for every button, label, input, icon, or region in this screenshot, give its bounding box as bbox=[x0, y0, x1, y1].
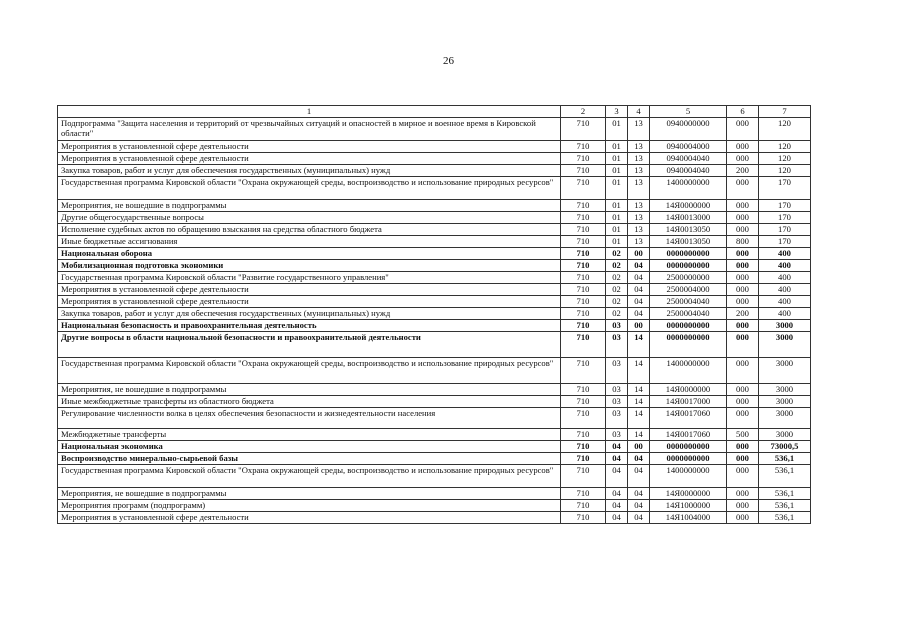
table-row bbox=[58, 358, 811, 384]
row-name-cell: Мероприятия, не вошедшие в подпрограммы bbox=[58, 488, 561, 500]
row-name-cell: Подпрограмма "Защита населения и территорий от чрезвычайных ситуаций и опасностей в мирное и военное время в Кировской области" bbox=[58, 118, 561, 141]
row-ministry-code-cell: 710 bbox=[561, 332, 606, 358]
row-ministry-code-cell: 710 bbox=[561, 236, 606, 248]
row-subsection-code-cell: 04 bbox=[628, 488, 650, 500]
row-expense-type-cell: 000 bbox=[727, 153, 759, 165]
table-row bbox=[58, 212, 811, 224]
row-section-code-cell: 03 bbox=[606, 320, 628, 332]
row-ministry-code-cell: 710 bbox=[561, 384, 606, 396]
row-amount-cell: 400 bbox=[759, 296, 811, 308]
table-row bbox=[58, 465, 811, 488]
table-row bbox=[58, 408, 811, 429]
row-section-code-cell: 01 bbox=[606, 200, 628, 212]
row-expense-type-cell: 000 bbox=[727, 248, 759, 260]
row-name-cell: Регулирование численности волка в целях обеспечения безопасности и жизнедеятельности населения bbox=[58, 408, 561, 429]
row-subsection-code-cell: 13 bbox=[628, 141, 650, 153]
row-target-article-cell: 0940000000 bbox=[650, 118, 727, 141]
header-cell: 4 bbox=[628, 106, 650, 118]
row-name-cell: Закупка товаров, работ и услуг для обеспечения государственных (муниципальных) нужд bbox=[58, 308, 561, 320]
row-section-code-cell: 03 bbox=[606, 408, 628, 429]
table-row bbox=[58, 236, 811, 248]
table-row bbox=[58, 200, 811, 212]
row-section-code-cell: 02 bbox=[606, 272, 628, 284]
row-target-article-cell: 14Я0000000 bbox=[650, 200, 727, 212]
row-section-code-cell: 01 bbox=[606, 141, 628, 153]
row-amount-cell: 3000 bbox=[759, 396, 811, 408]
row-ministry-code-cell: 710 bbox=[561, 153, 606, 165]
header-cell: 2 bbox=[561, 106, 606, 118]
row-ministry-code-cell: 710 bbox=[561, 177, 606, 200]
row-ministry-code-cell: 710 bbox=[561, 272, 606, 284]
row-name-cell: Мероприятия в установленной сфере деятельности bbox=[58, 296, 561, 308]
row-ministry-code-cell: 710 bbox=[561, 248, 606, 260]
row-name-cell: Мероприятия в установленной сфере деятельности bbox=[58, 284, 561, 296]
row-section-code-cell: 02 bbox=[606, 284, 628, 296]
table-row bbox=[58, 308, 811, 320]
row-ministry-code-cell: 710 bbox=[561, 408, 606, 429]
table-row bbox=[58, 141, 811, 153]
row-expense-type-cell: 500 bbox=[727, 429, 759, 441]
row-expense-type-cell: 000 bbox=[727, 141, 759, 153]
row-target-article-cell: 14Я0013050 bbox=[650, 224, 727, 236]
table-row bbox=[58, 500, 811, 512]
row-target-article-cell: 0940004000 bbox=[650, 141, 727, 153]
row-ministry-code-cell: 710 bbox=[561, 212, 606, 224]
row-ministry-code-cell: 710 bbox=[561, 453, 606, 465]
row-ministry-code-cell: 710 bbox=[561, 224, 606, 236]
row-amount-cell: 3000 bbox=[759, 408, 811, 429]
row-amount-cell: 400 bbox=[759, 260, 811, 272]
row-subsection-code-cell: 13 bbox=[628, 236, 650, 248]
row-name-cell: Мероприятия, не вошедшие в подпрограммы bbox=[58, 384, 561, 396]
table-row bbox=[58, 248, 811, 260]
row-section-code-cell: 01 bbox=[606, 165, 628, 177]
row-section-code-cell: 02 bbox=[606, 308, 628, 320]
row-name-cell: Другие вопросы в области национальной безопасности и правоохранительной деятельности bbox=[58, 332, 561, 358]
row-target-article-cell: 2500004040 bbox=[650, 296, 727, 308]
row-section-code-cell: 01 bbox=[606, 153, 628, 165]
row-expense-type-cell: 000 bbox=[727, 396, 759, 408]
row-subsection-code-cell: 00 bbox=[628, 248, 650, 260]
row-subsection-code-cell: 04 bbox=[628, 296, 650, 308]
row-amount-cell: 170 bbox=[759, 177, 811, 200]
row-name-cell: Мероприятия в установленной сфере деятельности bbox=[58, 512, 561, 524]
row-name-cell: Воспроизводство минерально-сырьевой базы bbox=[58, 453, 561, 465]
row-name-cell: Мероприятия программ (подпрограмм) bbox=[58, 500, 561, 512]
header-cell: 1 bbox=[58, 106, 561, 118]
row-subsection-code-cell: 00 bbox=[628, 320, 650, 332]
row-ministry-code-cell: 710 bbox=[561, 165, 606, 177]
row-name-cell: Государственная программа Кировской области "Охрана окружающей среды, воспроизводство и использование природных ресурсов" bbox=[58, 358, 561, 384]
row-ministry-code-cell: 710 bbox=[561, 488, 606, 500]
row-section-code-cell: 04 bbox=[606, 453, 628, 465]
row-target-article-cell: 0000000000 bbox=[650, 453, 727, 465]
row-section-code-cell: 03 bbox=[606, 396, 628, 408]
row-subsection-code-cell: 04 bbox=[628, 500, 650, 512]
row-name-cell: Другие общегосударственные вопросы bbox=[58, 212, 561, 224]
row-target-article-cell: 0940004040 bbox=[650, 153, 727, 165]
row-amount-cell: 536,1 bbox=[759, 488, 811, 500]
row-ministry-code-cell: 710 bbox=[561, 284, 606, 296]
row-amount-cell: 536,1 bbox=[759, 453, 811, 465]
row-expense-type-cell: 000 bbox=[727, 177, 759, 200]
row-subsection-code-cell: 04 bbox=[628, 272, 650, 284]
row-subsection-code-cell: 14 bbox=[628, 384, 650, 396]
row-target-article-cell: 2500000000 bbox=[650, 272, 727, 284]
row-amount-cell: 3000 bbox=[759, 384, 811, 396]
row-name-cell: Государственная программа Кировской области "Охрана окружающей среды, воспроизводство и использование природных ресурсов" bbox=[58, 177, 561, 200]
row-amount-cell: 400 bbox=[759, 272, 811, 284]
row-name-cell: Национальная экономика bbox=[58, 441, 561, 453]
header-row bbox=[58, 106, 811, 118]
row-amount-cell: 3000 bbox=[759, 320, 811, 332]
row-ministry-code-cell: 710 bbox=[561, 320, 606, 332]
row-name-cell: Национальная безопасность и правоохранительная деятельность bbox=[58, 320, 561, 332]
row-subsection-code-cell: 04 bbox=[628, 512, 650, 524]
row-target-article-cell: 14Я0017060 bbox=[650, 408, 727, 429]
row-expense-type-cell: 000 bbox=[727, 284, 759, 296]
row-section-code-cell: 01 bbox=[606, 177, 628, 200]
row-section-code-cell: 03 bbox=[606, 358, 628, 384]
row-target-article-cell: 1400000000 bbox=[650, 358, 727, 384]
row-amount-cell: 170 bbox=[759, 236, 811, 248]
row-target-article-cell: 0000000000 bbox=[650, 320, 727, 332]
row-section-code-cell: 02 bbox=[606, 248, 628, 260]
row-ministry-code-cell: 710 bbox=[561, 396, 606, 408]
table-row bbox=[58, 260, 811, 272]
row-amount-cell: 170 bbox=[759, 200, 811, 212]
row-expense-type-cell: 000 bbox=[727, 453, 759, 465]
row-amount-cell: 536,1 bbox=[759, 500, 811, 512]
row-target-article-cell: 1400000000 bbox=[650, 465, 727, 488]
row-section-code-cell: 03 bbox=[606, 384, 628, 396]
row-ministry-code-cell: 710 bbox=[561, 260, 606, 272]
row-amount-cell: 170 bbox=[759, 224, 811, 236]
row-ministry-code-cell: 710 bbox=[561, 141, 606, 153]
row-expense-type-cell: 000 bbox=[727, 272, 759, 284]
row-amount-cell: 3000 bbox=[759, 332, 811, 358]
row-subsection-code-cell: 13 bbox=[628, 200, 650, 212]
row-name-cell: Мероприятия, не вошедшие в подпрограммы bbox=[58, 200, 561, 212]
row-expense-type-cell: 000 bbox=[727, 358, 759, 384]
row-target-article-cell: 14Я0013050 bbox=[650, 236, 727, 248]
row-ministry-code-cell: 710 bbox=[561, 429, 606, 441]
row-target-article-cell: 0940004040 bbox=[650, 165, 727, 177]
table-row bbox=[58, 284, 811, 296]
table-row bbox=[58, 320, 811, 332]
row-target-article-cell: 2500004000 bbox=[650, 284, 727, 296]
row-amount-cell: 400 bbox=[759, 248, 811, 260]
row-target-article-cell: 14Я0017060 bbox=[650, 429, 727, 441]
row-target-article-cell: 0000000000 bbox=[650, 332, 727, 358]
row-target-article-cell: 14Я0013000 bbox=[650, 212, 727, 224]
row-amount-cell: 3000 bbox=[759, 429, 811, 441]
row-expense-type-cell: 000 bbox=[727, 465, 759, 488]
row-amount-cell: 536,1 bbox=[759, 465, 811, 488]
row-target-article-cell: 14Я0000000 bbox=[650, 384, 727, 396]
row-subsection-code-cell: 13 bbox=[628, 118, 650, 141]
table-row bbox=[58, 177, 811, 200]
row-expense-type-cell: 000 bbox=[727, 384, 759, 396]
row-name-cell: Мероприятия в установленной сфере деятельности bbox=[58, 141, 561, 153]
row-target-article-cell: 0000000000 bbox=[650, 260, 727, 272]
table-row bbox=[58, 165, 811, 177]
row-name-cell: Государственная программа Кировской области "Развитие государственного управления" bbox=[58, 272, 561, 284]
table-row bbox=[58, 488, 811, 500]
row-section-code-cell: 04 bbox=[606, 512, 628, 524]
row-subsection-code-cell: 04 bbox=[628, 284, 650, 296]
header-cell: 5 bbox=[650, 106, 727, 118]
row-target-article-cell: 14Я1004000 bbox=[650, 512, 727, 524]
table-row bbox=[58, 384, 811, 396]
row-expense-type-cell: 000 bbox=[727, 118, 759, 141]
row-subsection-code-cell: 14 bbox=[628, 332, 650, 358]
row-target-article-cell: 2500004040 bbox=[650, 308, 727, 320]
table-row bbox=[58, 153, 811, 165]
table-row bbox=[58, 396, 811, 408]
row-subsection-code-cell: 13 bbox=[628, 177, 650, 200]
row-expense-type-cell: 000 bbox=[727, 512, 759, 524]
row-target-article-cell: 14Я0017000 bbox=[650, 396, 727, 408]
row-subsection-code-cell: 14 bbox=[628, 358, 650, 384]
row-section-code-cell: 04 bbox=[606, 441, 628, 453]
row-amount-cell: 3000 bbox=[759, 358, 811, 384]
row-subsection-code-cell: 04 bbox=[628, 308, 650, 320]
row-subsection-code-cell: 14 bbox=[628, 429, 650, 441]
row-expense-type-cell: 800 bbox=[727, 236, 759, 248]
row-expense-type-cell: 000 bbox=[727, 296, 759, 308]
row-ministry-code-cell: 710 bbox=[561, 200, 606, 212]
row-section-code-cell: 03 bbox=[606, 332, 628, 358]
row-name-cell: Национальная оборона bbox=[58, 248, 561, 260]
row-ministry-code-cell: 710 bbox=[561, 441, 606, 453]
row-expense-type-cell: 000 bbox=[727, 320, 759, 332]
table-row bbox=[58, 512, 811, 524]
row-name-cell: Исполнение судебных актов по обращению взыскания на средства областного бюджета bbox=[58, 224, 561, 236]
row-ministry-code-cell: 710 bbox=[561, 512, 606, 524]
table-row bbox=[58, 224, 811, 236]
table-row bbox=[58, 453, 811, 465]
row-name-cell: Межбюджетные трансферты bbox=[58, 429, 561, 441]
row-amount-cell: 170 bbox=[759, 212, 811, 224]
row-expense-type-cell: 000 bbox=[727, 332, 759, 358]
row-target-article-cell: 14Я1000000 bbox=[650, 500, 727, 512]
row-ministry-code-cell: 710 bbox=[561, 500, 606, 512]
row-name-cell: Закупка товаров, работ и услуг для обеспечения государственных (муниципальных) нужд bbox=[58, 165, 561, 177]
row-section-code-cell: 03 bbox=[606, 429, 628, 441]
row-expense-type-cell: 000 bbox=[727, 488, 759, 500]
row-ministry-code-cell: 710 bbox=[561, 308, 606, 320]
row-expense-type-cell: 200 bbox=[727, 165, 759, 177]
row-name-cell: Мобилизационная подготовка экономики bbox=[58, 260, 561, 272]
row-subsection-code-cell: 04 bbox=[628, 453, 650, 465]
row-amount-cell: 120 bbox=[759, 165, 811, 177]
row-subsection-code-cell: 04 bbox=[628, 260, 650, 272]
row-section-code-cell: 01 bbox=[606, 224, 628, 236]
row-amount-cell: 120 bbox=[759, 153, 811, 165]
row-expense-type-cell: 000 bbox=[727, 408, 759, 429]
row-section-code-cell: 04 bbox=[606, 500, 628, 512]
row-subsection-code-cell: 13 bbox=[628, 224, 650, 236]
table-row bbox=[58, 296, 811, 308]
row-expense-type-cell: 000 bbox=[727, 200, 759, 212]
row-expense-type-cell: 200 bbox=[727, 308, 759, 320]
row-subsection-code-cell: 14 bbox=[628, 408, 650, 429]
row-amount-cell: 120 bbox=[759, 141, 811, 153]
table-row bbox=[58, 429, 811, 441]
row-amount-cell: 400 bbox=[759, 284, 811, 296]
row-ministry-code-cell: 710 bbox=[561, 296, 606, 308]
row-expense-type-cell: 000 bbox=[727, 224, 759, 236]
row-ministry-code-cell: 710 bbox=[561, 465, 606, 488]
row-amount-cell: 73000,5 bbox=[759, 441, 811, 453]
row-subsection-code-cell: 13 bbox=[628, 212, 650, 224]
header-cell: 6 bbox=[727, 106, 759, 118]
table-row bbox=[58, 441, 811, 453]
row-target-article-cell: 1400000000 bbox=[650, 177, 727, 200]
table-row bbox=[58, 272, 811, 284]
row-target-article-cell: 0000000000 bbox=[650, 441, 727, 453]
budget-table bbox=[57, 105, 811, 524]
header-cell: 7 bbox=[759, 106, 811, 118]
row-expense-type-cell: 000 bbox=[727, 260, 759, 272]
row-expense-type-cell: 000 bbox=[727, 212, 759, 224]
row-amount-cell: 400 bbox=[759, 308, 811, 320]
row-section-code-cell: 02 bbox=[606, 260, 628, 272]
page-number: 26 bbox=[443, 55, 454, 67]
row-subsection-code-cell: 13 bbox=[628, 153, 650, 165]
row-ministry-code-cell: 710 bbox=[561, 358, 606, 384]
row-section-code-cell: 01 bbox=[606, 118, 628, 141]
row-target-article-cell: 0000000000 bbox=[650, 248, 727, 260]
row-name-cell: Иные бюджетные ассигнования bbox=[58, 236, 561, 248]
row-amount-cell: 120 bbox=[759, 118, 811, 141]
table-row bbox=[58, 118, 811, 141]
row-ministry-code-cell: 710 bbox=[561, 118, 606, 141]
row-section-code-cell: 01 bbox=[606, 212, 628, 224]
row-amount-cell: 536,1 bbox=[759, 512, 811, 524]
row-expense-type-cell: 000 bbox=[727, 500, 759, 512]
row-subsection-code-cell: 14 bbox=[628, 396, 650, 408]
row-section-code-cell: 04 bbox=[606, 465, 628, 488]
row-subsection-code-cell: 00 bbox=[628, 441, 650, 453]
table-row bbox=[58, 332, 811, 358]
row-section-code-cell: 04 bbox=[606, 488, 628, 500]
row-section-code-cell: 02 bbox=[606, 296, 628, 308]
row-target-article-cell: 14Я0000000 bbox=[650, 488, 727, 500]
row-name-cell: Государственная программа Кировской области "Охрана окружающей среды, воспроизводство и использование природных ресурсов" bbox=[58, 465, 561, 488]
row-section-code-cell: 01 bbox=[606, 236, 628, 248]
row-name-cell: Мероприятия в установленной сфере деятельности bbox=[58, 153, 561, 165]
row-name-cell: Иные межбюджетные трансферты из областного бюджета bbox=[58, 396, 561, 408]
row-subsection-code-cell: 13 bbox=[628, 165, 650, 177]
row-subsection-code-cell: 04 bbox=[628, 465, 650, 488]
row-expense-type-cell: 000 bbox=[727, 441, 759, 453]
header-cell: 3 bbox=[606, 106, 628, 118]
